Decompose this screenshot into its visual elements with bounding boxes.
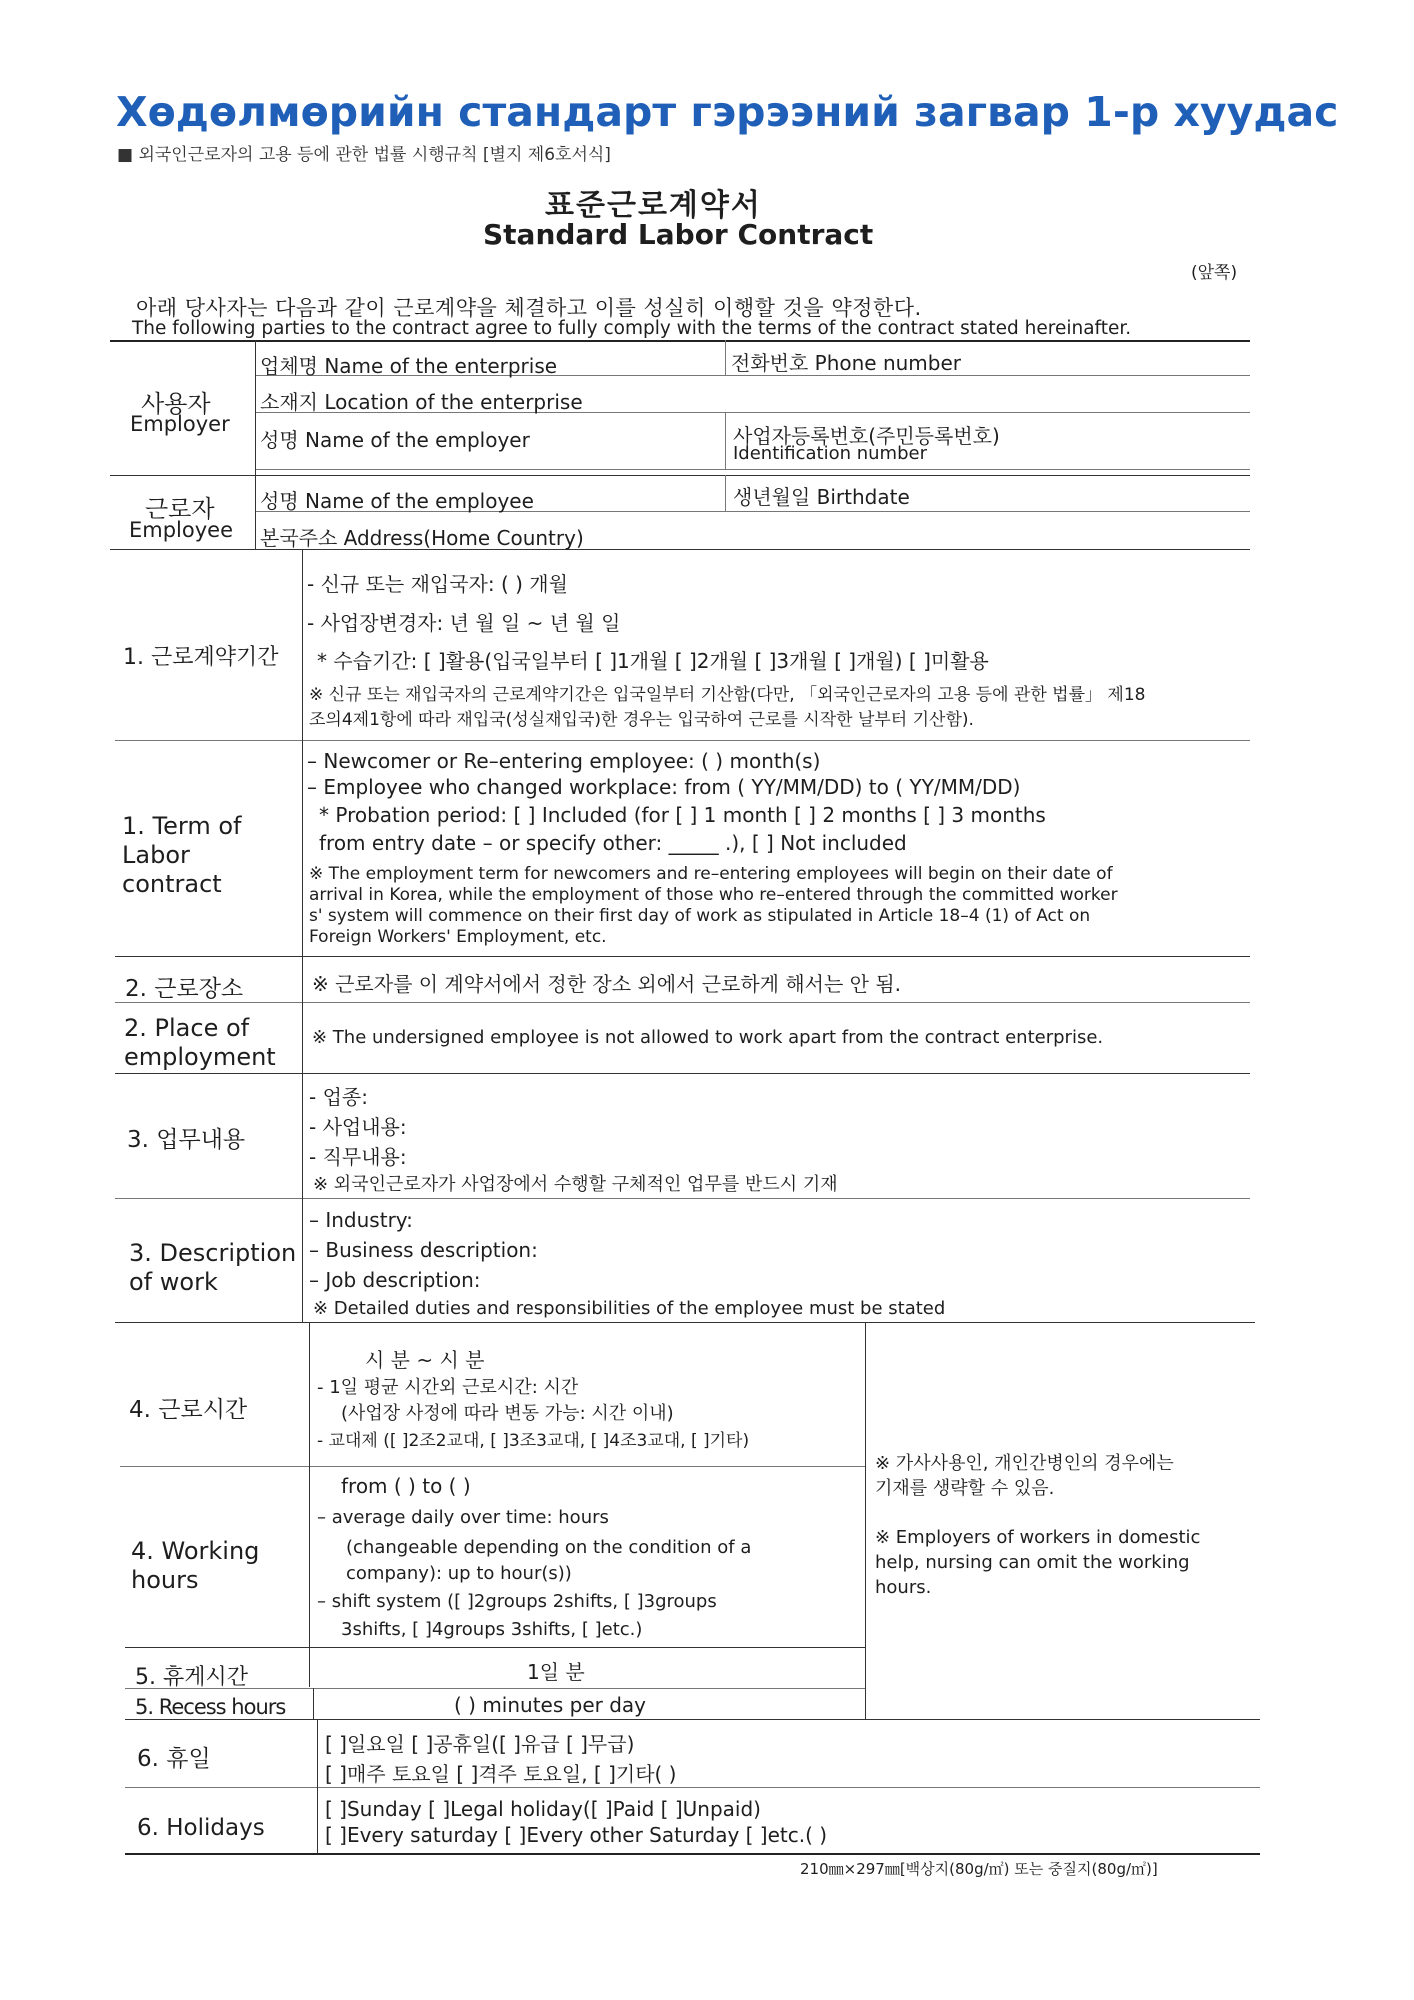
rule-recess-en: [125, 1719, 1260, 1720]
vrule-work: [302, 1073, 303, 1322]
holidays-label-ko: 6. 휴일: [137, 1746, 211, 1772]
vrule-parties: [255, 340, 256, 549]
work-business-ko[interactable]: - 사업내용:: [309, 1115, 407, 1139]
term-note-ko: ※ 신규 또는 재입국자의 근로계약기간은 입국일부터 기산함(다만, 「외국인근로자의 고용 등에 관한 법률」 제18 조의4제1항에 따라 재입국(성실재입국)한 경우는 입국하여 근로를 시작한 날부터 기산함).: [309, 685, 1146, 730]
hours-omit-note-en: ※ Employers of workers in domestic help, nursing can omit the working hours.: [875, 1527, 1201, 1598]
term-newcomer-en[interactable]: – Newcomer or Re–entering employee: ( ) month(s): [307, 749, 821, 773]
hours-omit-note-ko: ※ 가사사용인, 개인간병인의 경우에는 기재를 생략할 수 있음.: [875, 1453, 1174, 1499]
vrule-employer-mid: [725, 340, 726, 375]
term-newcomer-ko[interactable]: - 신규 또는 재입국자: ( ) 개월: [307, 572, 568, 596]
rule-hours-en: [125, 1647, 865, 1648]
place-label-en: 2. Place of employment: [124, 1014, 276, 1071]
hours-shift-ko[interactable]: - 교대제 ([ ]2조2교대, [ ]3조3교대, [ ]4조3교대, [ ]기타): [317, 1431, 750, 1451]
term-note-en: ※ The employment term for newcomers and re–entering employees will begin on their date of arrival in Korea, while the employment of those who re–entered through the committed worker s' system will commence on their first day of work as stipulated in Article 18–4 (1) of Act on Foreign Workers' Employment, etc.: [309, 864, 1118, 947]
location-field[interactable]: 소재지 Location of the enterprise: [260, 390, 583, 414]
vrule-hours: [309, 1322, 310, 1687]
work-industry-en[interactable]: – Industry:: [309, 1208, 413, 1232]
phone-field[interactable]: 전화번호 Phone number: [731, 351, 962, 375]
holidays-options-en-1[interactable]: [ ]Sunday [ ]Legal holiday([ ]Paid [ ]Unpaid): [325, 1797, 761, 1821]
hours-label-en: 4. Working hours: [131, 1537, 260, 1594]
work-business-en[interactable]: – Business description:: [309, 1238, 538, 1262]
hours-variable-en-1: (changeable depending on the condition of a: [346, 1537, 752, 1558]
rule-work-ko: [115, 1198, 1250, 1199]
front-side-note: (앞쪽): [1191, 263, 1238, 283]
work-label-ko: 3. 업무내용: [127, 1127, 246, 1153]
rule-employer-3: [255, 469, 1250, 470]
hours-shift-en-1[interactable]: – shift system ([ ]2groups 2shifts, [ ]3groups: [317, 1591, 717, 1612]
term-probation-ko[interactable]: * 수습기간: [ ]활용(입국일부터 [ ]1개월 [ ]2개월 [ ]3개월 [ ]개월) [ ]미활용: [317, 649, 989, 673]
title-korean: 표준근로계약서: [545, 188, 762, 223]
hours-overtime-ko[interactable]: - 1일 평균 시간외 근로시간: 시간: [317, 1377, 579, 1398]
work-label-en: 3. Description of work: [129, 1239, 297, 1296]
recess-value-ko[interactable]: 1일 분: [527, 1660, 585, 1684]
hours-range-ko[interactable]: 시 분 ~ 시 분: [365, 1348, 485, 1372]
holidays-options-ko-1[interactable]: [ ]일요일 [ ]공휴일([ ]유급 [ ]무급): [325, 1732, 635, 1756]
rule-place-ko: [115, 1002, 1250, 1003]
term-changed-workplace-en[interactable]: – Employee who changed workplace: from ( YY/MM/DD) to ( YY/MM/DD): [307, 775, 1021, 799]
vrule-employer-id: [725, 412, 726, 469]
employer-label-ko: 사용자: [141, 390, 211, 418]
home-address-field[interactable]: 본국주소 Address(Home Country): [260, 526, 584, 550]
term-probation-other-en[interactable]: from entry date – or specify other: _____ .), [ ] Not included: [319, 831, 907, 855]
vrule-term: [302, 549, 303, 956]
place-label-ko: 2. 근로장소: [125, 976, 244, 1002]
hours-range-en[interactable]: from ( ) to ( ): [341, 1474, 471, 1498]
holidays-options-ko-2[interactable]: [ ]매주 토요일 [ ]격주 토요일, [ ]기타( ): [325, 1762, 677, 1786]
hours-shift-en-2[interactable]: 3shifts, [ ]4groups 3shifts, [ ]etc.): [341, 1619, 643, 1640]
vrule-place: [302, 956, 303, 1073]
enterprise-name-field[interactable]: 업체명 Name of the enterprise: [260, 354, 558, 378]
regulation-reference: ■ 외국인근로자의 고용 등에 관한 법률 시행규칙 [별지 제6호서식]: [117, 145, 611, 165]
work-job-ko[interactable]: - 직무내용:: [309, 1145, 407, 1169]
rule-work-en: [115, 1322, 1255, 1323]
place-note-en: ※ The undersigned employee is not allowed to work apart from the contract enterprise.: [312, 1027, 1104, 1048]
employee-label-ko: 근로자: [145, 495, 215, 523]
work-industry-ko[interactable]: - 업종:: [309, 1085, 368, 1109]
rule-employer-bottom: [110, 475, 1250, 476]
rule-holiday-ko: [125, 1787, 1260, 1788]
birthdate-field[interactable]: 생년월일 Birthdate: [733, 485, 910, 509]
rule-term-ko: [115, 740, 1250, 741]
vrule-recess-en: [313, 1688, 314, 1719]
term-label-ko: 1. 근로계약기간: [123, 645, 279, 670]
holidays-options-en-2[interactable]: [ ]Every saturday [ ]Every other Saturday [ ]etc.( ): [325, 1823, 828, 1847]
intro-korean: 아래 당사자는 다음과 같이 근로계약을 체결하고 이를 성실히 이행할 것을 약정한다.: [136, 296, 922, 320]
employer-name-field[interactable]: 성명 Name of the employer: [260, 428, 530, 452]
vrule-employee-mid: [725, 475, 726, 511]
term-probation-en[interactable]: * Probation period: [ ] Included (for [ ] 1 month [ ] 2 months [ ] 3 months: [319, 803, 1046, 827]
employee-name-field[interactable]: 성명 Name of the employee: [260, 489, 534, 513]
holidays-label-en: 6. Holidays: [137, 1815, 265, 1841]
paper-size-footer: 210㎜×297㎜[백상지(80g/㎡) 또는 중질지(80g/㎡)]: [800, 1860, 1158, 1878]
vrule-hours-note: [865, 1322, 866, 1719]
work-job-en[interactable]: – Job description:: [309, 1268, 481, 1292]
employee-label-en: Employee: [129, 518, 234, 542]
work-note-en: ※ Detailed duties and responsibilities of the employee must be stated: [313, 1298, 946, 1319]
hours-variable-ko[interactable]: (사업장 사정에 따라 변동 가능: 시간 이내): [341, 1403, 674, 1424]
identification-number-label-ko: 사업자등록번호(주민등록번호): [733, 424, 1000, 448]
rule-top: [110, 340, 1250, 342]
term-changed-workplace-ko[interactable]: - 사업장변경자: 년 월 일 ~ 년 월 일: [307, 611, 621, 635]
rule-hours-ko: [120, 1466, 865, 1467]
rule-place-en: [115, 1073, 1250, 1074]
hours-overtime-en[interactable]: – average daily over time: hours: [317, 1507, 609, 1528]
page-heading: Хөдөлмөрийн стандарт гэрээний загвар 1-р хуудас: [116, 88, 1339, 136]
place-note-ko: ※ 근로자를 이 계약서에서 정한 장소 외에서 근로하게 해서는 안 됨.: [312, 972, 902, 996]
term-label-en: 1. Term of Labor contract: [122, 812, 242, 898]
employer-label-en: Employer: [130, 412, 230, 436]
hours-variable-en-2[interactable]: company): up to hour(s)): [346, 1563, 572, 1584]
work-note-ko: ※ 외국인근로자가 사업장에서 수행할 구체적인 업무를 반드시 기재: [313, 1174, 838, 1195]
recess-label-en: 5. Recess hours: [135, 1695, 286, 1719]
rule-term-en: [115, 956, 1250, 957]
rule-bottom: [125, 1853, 1260, 1855]
vrule-holidays: [317, 1719, 318, 1853]
title-english: Standard Labor Contract: [483, 218, 874, 251]
identification-number-field[interactable]: Identification number: [733, 443, 927, 464]
recess-label-ko: 5. 휴게시간: [135, 1665, 248, 1690]
intro-english: The following parties to the contract agree to fully comply with the terms of the contract stated hereinafter.: [132, 318, 1132, 339]
recess-value-en[interactable]: ( ) minutes per day: [454, 1693, 647, 1717]
hours-label-ko: 4. 근로시간: [129, 1397, 248, 1423]
